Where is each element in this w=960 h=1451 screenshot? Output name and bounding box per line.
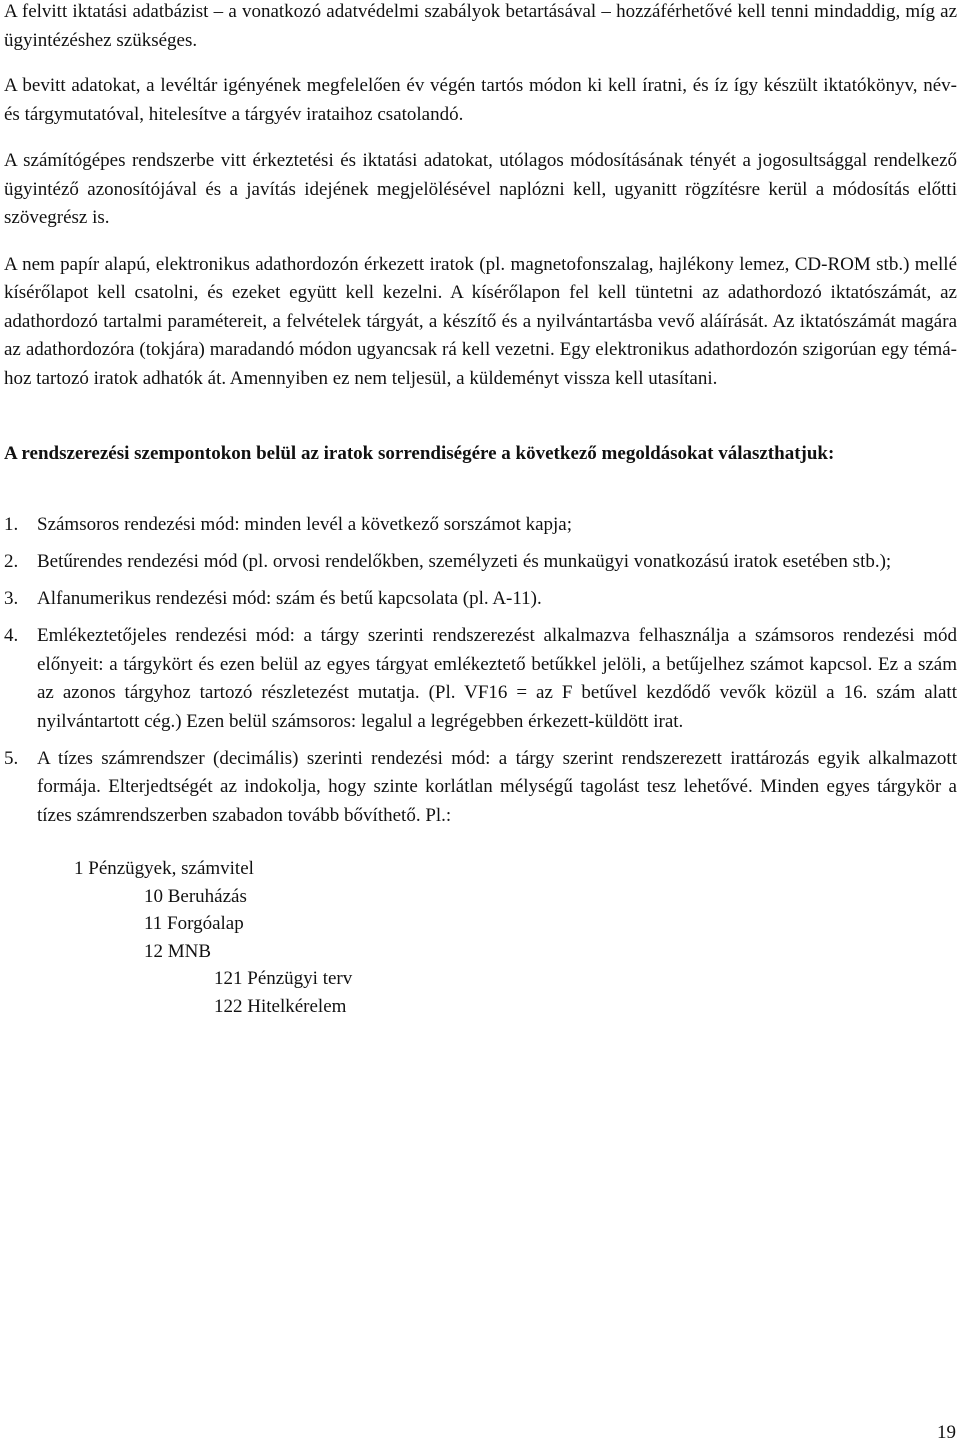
tree-item: 12 MNB (144, 940, 212, 962)
page-number: 19 (937, 1422, 956, 1443)
list-item-number: 2. (4, 551, 19, 572)
list-item-number: 4. (4, 625, 19, 646)
tree-item: 121 Pénzügyi terv (214, 968, 353, 989)
tree-item: 11 Forgóalap (144, 913, 244, 934)
list-item-number: 3. (4, 588, 19, 609)
list-item (4, 511, 957, 540)
list-item-text: Számsoros rendezési mód: minden levél a következő sorszámot kapja; (37, 514, 573, 535)
list-item-number: 1. (4, 514, 19, 535)
list-item (4, 622, 957, 736)
paragraph-electronic-media: A nem papír alapú, elektronikus adathordozón érkezett iratok (pl. magnetofonszalag, hajlékony lemez, CD-ROM stb.) mellé kísérőlapot kell csatolni, és ezeket együtt kell kezelni. A kísérőlapon fel kell tüntetni az adathordozó iktatószámát, az adathordozó tartalmi paramétereit, a felvételek tárgyát, a készítő és a nyilvántartásba vevő aláírását. Az iktatószámát magára az adathordozóra (tokjára) maradandó módon ugyancsak rá kell vezetni. Egy elektronikus adathordozón szigorúan egy témához tartozó iratok adhatók át. Amennyiben ez nem teljesül, a küldeményt vissza kell utasítani. (4, 253, 957, 389)
list-item-text: Emlékeztetőjeles rendezési mód: a tárgy szerinti rendszerezést alkalmazva felhasználja a számsoros rendezési mód előnyeit: a tárgykört és ezen belül az egyes tárgyat emlékeztető betűkkel jelöli, a betűjelhez számot kapcsol. Ez a szám az azonos tárgyhoz tartozó részletezést mutatja. (Pl. VF16 = az F betűvel kezdődő vevők közül a 16. szám alatt nyilvántartott cég.) Ezen belül számsoros: legalul a legrégebben érkezett-küldött irat. (37, 625, 957, 732)
paragraph-year-end-printout: A bevitt adatokat, a levéltár igényének megfelelően év végén tartós módon ki kell íratni, és íz így készült iktatókönyv, név- és tárgymutatóval, hitelesítve a tárgyév irataihoz csatolandó. (4, 75, 957, 125)
list-item-text: Alfanumerikus rendezési mód: szám és betű kapcsolata (pl. A-11). (37, 588, 542, 609)
section-heading: A rendszerezési szempontokon belül az iratok sorrendiségére a következő megoldásokat választhatjuk: (4, 443, 835, 464)
paragraph-database-access: A felvitt iktatási adatbázist – a vonatkozó adatvédelmi szabályok betartásával – hozzáférhetővé kell tenni mindaddig, míg az ügyintézéshez szükséges. (4, 1, 957, 51)
list-item-number: 5. (4, 747, 19, 769)
list-item-text: A tízes számrendszer (decimális) szerinti rendezési mód: a tárgy szerint rendszerezett irattározás egyik alkalmazott formája. Elterjedtségét az indokolja, hogy szinte korlátlan mélységű tagolást tesz lehetővé. Minden egyes tárgykör a tízes számrendszerben szabadon tovább bővíthető. Pl.: (37, 747, 957, 826)
list-item-text: Betűrendes rendezési mód (pl. orvosi rendelőkben, személyzeti és munkaügyi vonatkozású iratok esetében stb.); (37, 551, 892, 572)
paragraph-modification-logging: A számítógépes rendszerbe vitt érkeztetési és iktatási adatokat, utólagos módosításának tényét a jogosultsággal rendelkező ügyintéző azonosítójával és a javítás idejének megjelölésével naplózni kell, ugyanitt rögzítésre kerül a módosítás előtti szövegrész is. (4, 150, 957, 228)
list-item (4, 548, 957, 577)
list-item (4, 585, 957, 614)
ordering-methods-list (4, 511, 957, 830)
tree-item: 10 Beruházás (144, 885, 247, 907)
document-page (4, 0, 957, 1020)
tree-item: 1 Pénzügyek, számvitel (74, 858, 254, 879)
list-item (4, 745, 957, 831)
tree-item: 122 Hitelkérelem (214, 995, 347, 1017)
decimal-classification-example (4, 855, 957, 1020)
